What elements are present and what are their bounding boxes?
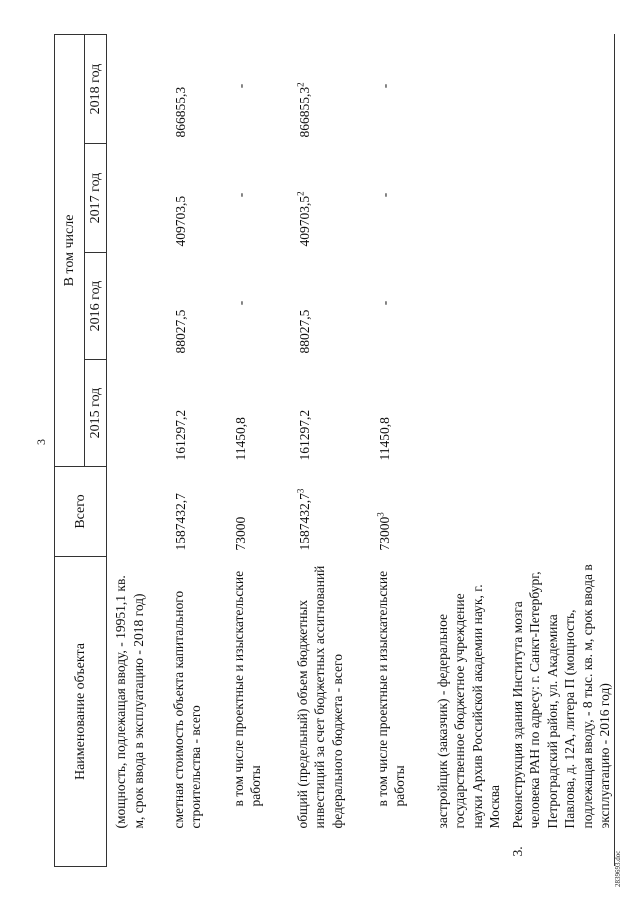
cell-2017: 409703,5 bbox=[172, 195, 188, 247]
footnote-mark: 2 bbox=[295, 191, 305, 196]
cell-2015: 11450,8 bbox=[376, 417, 392, 461]
header-year-2016: 2016 год bbox=[85, 253, 107, 360]
header-year-2015: 2015 год bbox=[85, 360, 107, 467]
header-year-2018: 2018 год bbox=[85, 35, 107, 144]
row-name: (мощность, подлежащая вводу, - 19951,1 кв. м, срок ввода в эксплуатацию - 2018 год) bbox=[113, 575, 146, 829]
cell-total: 1587432,7 bbox=[296, 493, 312, 551]
cell-total: 73000 bbox=[232, 516, 248, 551]
footnote-mark: 3 bbox=[375, 512, 385, 517]
row-name: застройщик (заказчик) - федеральное государственное бюджетное учреждение науки Архив Российской академии наук, г. Москва bbox=[434, 584, 503, 829]
cell-2018: 866855,3 bbox=[296, 86, 312, 138]
cell-total: 73000 bbox=[376, 516, 392, 551]
row-name: в том числе проектные и изыскательские работы bbox=[230, 570, 264, 807]
header-year-2017: 2017 год bbox=[85, 144, 107, 253]
table-row bbox=[107, 35, 165, 867]
footnote-mark: 2 bbox=[295, 82, 305, 87]
row-number bbox=[294, 829, 347, 857]
row-name: в том числе проектные и изыскательские работы bbox=[374, 570, 408, 807]
cell-2016: 88027,5 bbox=[296, 309, 312, 354]
cell-2016: - bbox=[232, 300, 248, 306]
row-number bbox=[434, 829, 504, 857]
table-row bbox=[225, 35, 289, 867]
cell-2018: - bbox=[232, 83, 248, 89]
cell-total: 1587432,7 bbox=[172, 493, 188, 551]
cell-2018: 866855,3 bbox=[172, 86, 188, 138]
row-number bbox=[170, 829, 205, 857]
investment-table bbox=[54, 34, 615, 867]
row-number bbox=[112, 829, 147, 857]
footnote-mark: 3 bbox=[295, 488, 305, 494]
cell-2018: - bbox=[376, 83, 392, 89]
page-number: 3 bbox=[34, 439, 48, 445]
file-name: 2839693.doc bbox=[614, 850, 622, 887]
cell-2015: 161297,2 bbox=[296, 409, 312, 461]
row-number bbox=[374, 829, 409, 857]
row-name: сметная стоимость объекта капитального строительства - всего bbox=[170, 590, 204, 829]
cell-2016: - bbox=[376, 300, 392, 306]
table-row bbox=[429, 35, 504, 867]
table-row bbox=[165, 35, 225, 867]
cell-2017: - bbox=[376, 192, 392, 198]
table-row bbox=[289, 35, 369, 867]
row-name: Реконструкция здания Института мозга человека РАН по адресу: г. Санкт-Петербург, Петроградский район, ул. Академика Павлова, д. 12А, литера П (мощность, подлежащая вводу, - 8 тыс. кв. м, срок ввода в эксплуатацию - 2016 год) bbox=[509, 564, 613, 829]
row-name: общий (предельный) объем бюджетных инвестиций за счет бюджетных ассигнований федерального бюджета - всего bbox=[294, 565, 345, 829]
cell-2015: 161297,2 bbox=[172, 409, 188, 461]
cell-2015: 11450,8 bbox=[232, 417, 248, 461]
cell-2017: - bbox=[232, 192, 248, 198]
table-row bbox=[504, 35, 615, 867]
header-including: В том числе bbox=[55, 35, 85, 467]
cell-2017: 409703,5 bbox=[296, 195, 312, 247]
header-total: Всего bbox=[55, 467, 107, 557]
table-row bbox=[369, 35, 429, 867]
cell-2016: 88027,5 bbox=[172, 309, 188, 354]
row-number bbox=[230, 829, 265, 857]
row-number: 3. bbox=[509, 846, 525, 857]
header-name: Наименование объекта bbox=[55, 557, 107, 867]
